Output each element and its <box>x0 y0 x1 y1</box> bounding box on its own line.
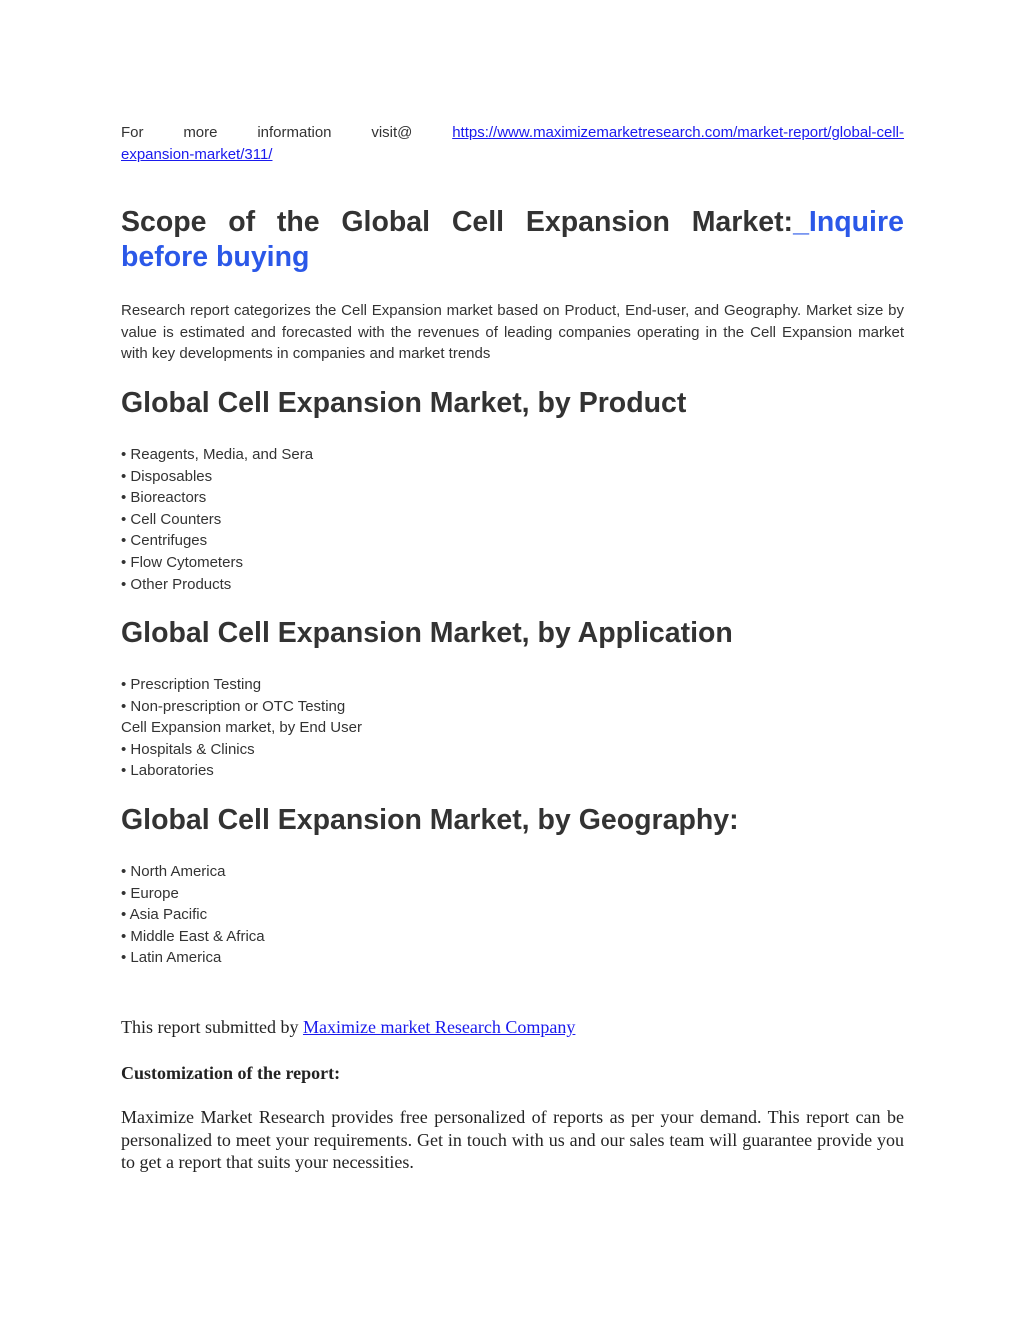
scope-word: the <box>276 206 320 238</box>
list-item: • Latin America <box>121 949 222 967</box>
list-item: • Bioreactors <box>121 489 207 507</box>
list-item: • Reagents, Media, and Sera <box>121 446 314 463</box>
list-item: • Europe <box>121 884 179 902</box>
scope-heading <box>121 205 904 275</box>
list-item: • Prescription Testing <box>121 676 262 693</box>
list-item: • Hospitals & Clinics <box>121 740 255 758</box>
geography-list <box>121 861 265 969</box>
list-item: • Other Products <box>121 575 232 593</box>
scope-word: Market: <box>691 206 794 238</box>
submitted-prefix: This report submitted by <box>121 1017 303 1037</box>
geography-section-heading: Global Cell Expansion Market, by Geography: <box>121 804 739 836</box>
intro-word: For <box>121 124 144 141</box>
scope-word: Scope <box>121 206 207 238</box>
list-item: • Disposables <box>121 467 213 485</box>
application-list <box>121 674 362 782</box>
list-item: • Laboratories <box>121 762 214 780</box>
inquire-link[interactable]: _Inquire <box>793 206 904 238</box>
list-item: • Cell Counters <box>121 510 222 528</box>
submitted-by-line <box>121 1015 575 1039</box>
description-paragraph: Research report categorizes the Cell Expansion market based on Product, End-user, and Geography. Market size by value is estimated and forecasted with the revenues of leading companies operating in the Cell Expansion market with key developments in companies and market trends <box>121 302 904 363</box>
intro-word: more <box>183 124 218 141</box>
report-url-link[interactable]: https://www.maximizemarketresearch.com/market-report/global-cell- <box>452 124 904 141</box>
company-link[interactable]: Maximize market Research Company <box>302 1017 576 1037</box>
scope-word: Cell <box>451 206 505 238</box>
list-item: • Middle East & Africa <box>121 927 265 945</box>
scope-word: of <box>228 206 256 238</box>
inquire-link-continued[interactable]: before buying <box>121 241 310 273</box>
intro-word: information <box>257 124 332 141</box>
report-url-link-continued[interactable]: expansion-market/311/ <box>121 146 273 163</box>
list-item: • North America <box>121 863 226 880</box>
customization-heading: Customization of the report: <box>121 1063 341 1083</box>
application-section-heading: Global Cell Expansion Market, by Application <box>121 617 733 649</box>
product-list <box>121 444 313 595</box>
list-item: • Non-prescription or OTC Testing <box>121 697 346 715</box>
list-item: • Centrifuges <box>121 532 208 550</box>
scope-word: Global <box>341 206 431 238</box>
list-item: • Asia Pacific <box>121 906 208 924</box>
intro-word: visit@ <box>371 124 413 141</box>
list-item: Cell Expansion market, by End User <box>121 719 362 737</box>
more-info-line <box>121 122 904 166</box>
customization-paragraph: Maximize Market Research provides free personalized of reports as per your demand. This report can be personalized to meet your requirements. Get in touch with us and our sales team will guarantee provide you to get a report that suits your necessities. <box>121 1107 904 1172</box>
list-item: • Flow Cytometers <box>121 553 243 571</box>
more-info-first-line <box>121 122 904 144</box>
scope-word: Expansion <box>525 206 670 238</box>
product-section-heading: Global Cell Expansion Market, by Product <box>121 387 687 419</box>
